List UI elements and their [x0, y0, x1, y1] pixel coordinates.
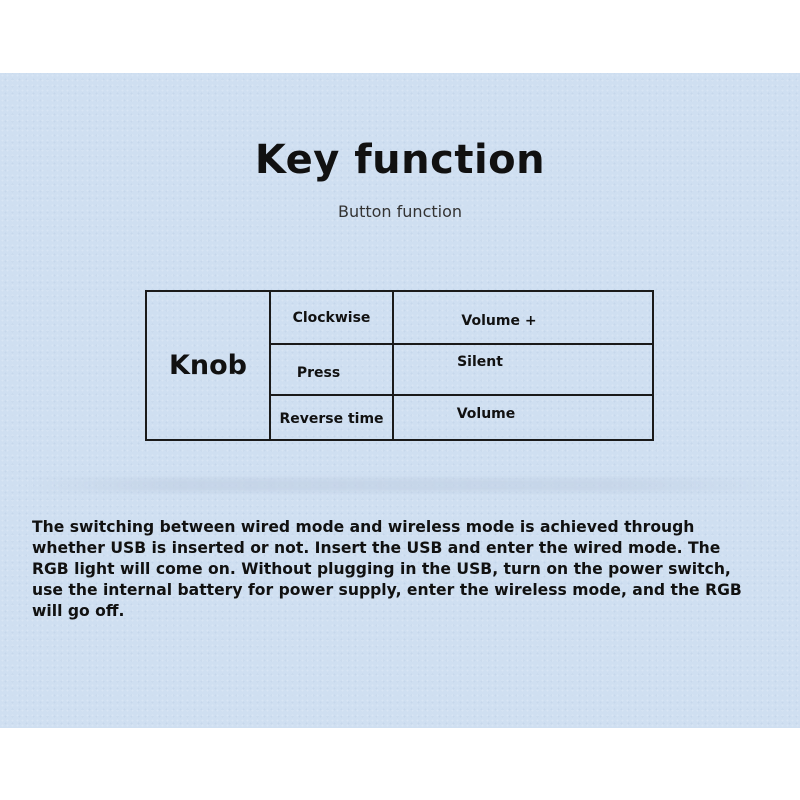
action-label: Clockwise	[292, 310, 371, 326]
note-line: whether USB is inserted or not. Insert the USB and enter the wired mode. The	[32, 539, 721, 557]
action-cell-reverse	[270, 395, 393, 440]
action-cell-press	[270, 344, 393, 395]
note-line: The switching between wired mode and wireless mode is achieved through	[32, 518, 695, 536]
result-cell-press	[393, 344, 653, 395]
action-label: Press	[296, 364, 341, 381]
knob-label: Knob	[146, 291, 270, 440]
action-label: Reverse time	[279, 411, 384, 428]
result-cell-reverse	[393, 395, 653, 440]
key-function-table	[145, 290, 654, 441]
note-line: use the internal battery for power supply, enter the wireless mode, and the RGB	[32, 581, 742, 599]
result-label: Volume	[456, 406, 516, 423]
note-line: will go off.	[32, 602, 125, 620]
note-line: RGB light will come on. Without plugging in the USB, turn on the power switch,	[32, 560, 731, 578]
result-label: Silent	[457, 353, 503, 370]
page-subtitle: Button function	[337, 202, 463, 221]
result-cell-clockwise	[393, 291, 653, 344]
page-title: Key function	[254, 137, 546, 183]
mode-description	[32, 517, 762, 622]
faint-divider	[30, 478, 770, 492]
table-row	[146, 291, 653, 344]
result-label: Volume +	[461, 313, 537, 329]
action-cell-clockwise	[270, 291, 393, 344]
